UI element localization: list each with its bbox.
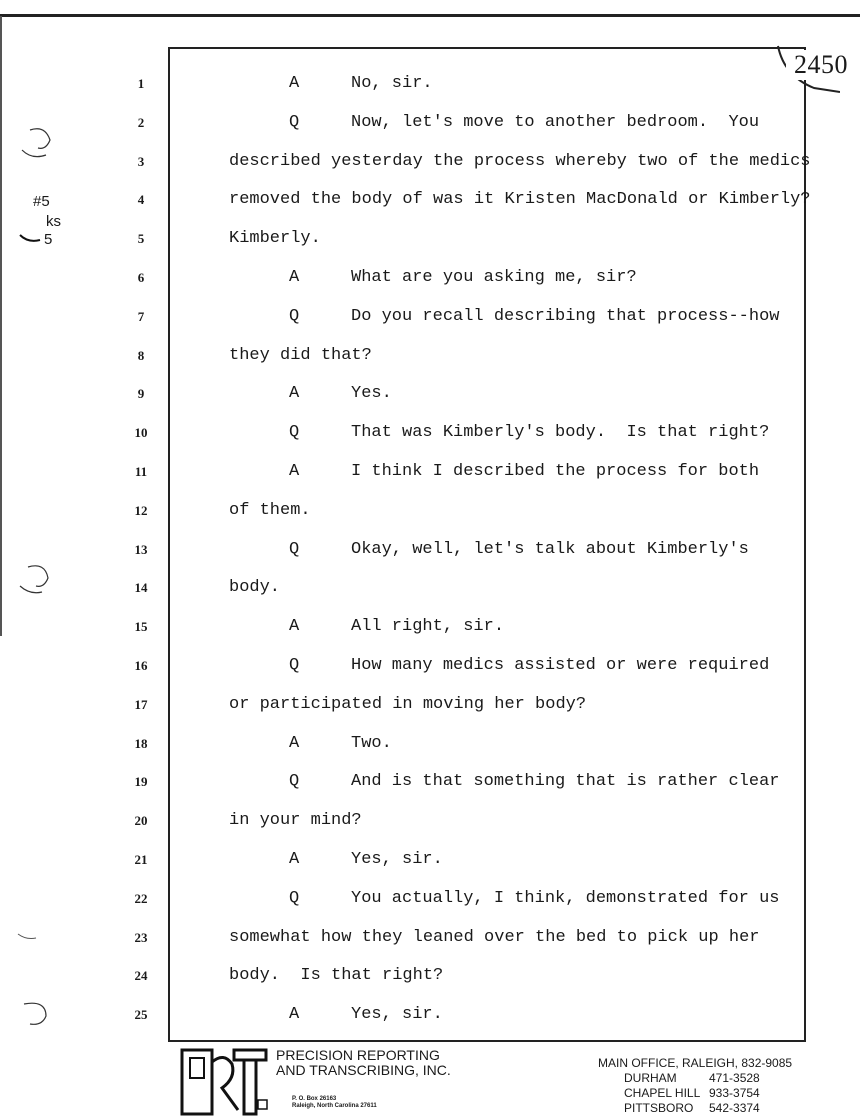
line-number: 9 xyxy=(137,386,145,402)
speaker-label: A xyxy=(289,850,300,869)
line-number: 23 xyxy=(134,929,148,945)
transcript-text: of them. xyxy=(229,500,311,520)
speaker-label: Q xyxy=(289,423,300,443)
line-number: 12 xyxy=(134,502,148,518)
office-phone: 542-3374 xyxy=(709,1101,760,1115)
office-phone: 471-3528 xyxy=(709,1071,760,1085)
firm-name-line1: PRECISION REPORTING xyxy=(276,1047,440,1063)
firm-name-line2: AND TRANSCRIBING, INC. xyxy=(276,1062,451,1078)
line-number: 14 xyxy=(134,580,148,596)
scribble-4 xyxy=(28,566,48,587)
speaker-label: A xyxy=(289,462,300,481)
line-number: 4 xyxy=(137,192,145,208)
transcript-text: Now, let's move to another bedroom. You xyxy=(351,112,760,132)
scribble-3 xyxy=(20,235,40,241)
scribble-1 xyxy=(30,129,50,149)
transcript-text: removed the body of was it Kristen MacDonald or Kimberly? xyxy=(229,190,811,210)
tape-number-note: #5 xyxy=(33,193,50,210)
line-number: 25 xyxy=(134,1007,148,1023)
top-rule xyxy=(0,14,860,17)
transcript-text: What are you asking me, sir? xyxy=(351,268,637,287)
scribble-5 xyxy=(20,586,42,593)
transcript-text: No, sir. xyxy=(351,74,433,93)
office-row xyxy=(598,1071,792,1086)
transcript-text: Okay, well, let's talk about Kimberly's xyxy=(351,539,749,559)
line-number: 5 xyxy=(137,231,145,247)
line-number: 21 xyxy=(134,852,148,867)
transcript-text: body. xyxy=(229,578,281,598)
transcript-text: they did that? xyxy=(229,345,372,365)
pt-logo xyxy=(178,1048,268,1116)
reporter-initials-note: ks xyxy=(46,213,61,230)
transcript-text: I think I described the process for both xyxy=(351,462,760,481)
transcript-text: You actually, I think, demonstrated for us xyxy=(351,888,780,908)
line-number: 11 xyxy=(134,464,148,479)
line-number: 24 xyxy=(134,968,148,984)
line-number: 18 xyxy=(134,735,148,751)
speaker-label: A xyxy=(289,1005,300,1025)
firm-address-line2: Raleigh, North Carolina 27611 xyxy=(292,1103,377,1109)
speaker-label: Q xyxy=(289,656,300,675)
speaker-label: Q xyxy=(289,888,300,908)
transcript-text: body. Is that right? xyxy=(229,966,444,986)
speaker-label: A xyxy=(289,74,300,93)
transcript-text: How many medics assisted or were required xyxy=(351,656,770,675)
line-number: 7 xyxy=(137,308,145,324)
transcript-text: Yes. xyxy=(351,384,392,404)
office-row xyxy=(598,1101,792,1116)
speaker-label: A xyxy=(289,268,300,287)
transcript-text: or participated in moving her body? xyxy=(229,694,587,714)
line-number: 16 xyxy=(134,658,148,673)
line-number: 8 xyxy=(137,347,145,363)
speaker-label: A xyxy=(289,384,300,404)
line-number: 2 xyxy=(137,114,145,130)
line-number: 13 xyxy=(134,541,148,557)
transcript-text: somewhat how they leaned over the bed to pick up her xyxy=(229,927,760,947)
scribble-7 xyxy=(24,1003,46,1024)
transcript-text: described yesterday the process whereby two of the medics xyxy=(229,151,811,171)
speaker-label: A xyxy=(289,733,300,753)
speaker-label: Q xyxy=(289,539,300,559)
line-number: 1 xyxy=(137,76,145,91)
sequence-note: 5 xyxy=(44,231,53,248)
office-city: DURHAM xyxy=(624,1071,677,1085)
office-row xyxy=(598,1086,792,1101)
line-number: 6 xyxy=(137,270,145,285)
line-number: 3 xyxy=(137,153,145,169)
speaker-label: Q xyxy=(289,112,300,132)
transcript-text: Yes, sir. xyxy=(351,1005,443,1025)
page-number: 2450 xyxy=(786,50,856,80)
office-city: PITTSBORO xyxy=(624,1101,694,1115)
transcript-text: All right, sir. xyxy=(351,617,505,637)
main-office: MAIN OFFICE, RALEIGH, 832-9085 xyxy=(598,1056,793,1070)
line-number: 15 xyxy=(134,619,148,635)
firm-address xyxy=(292,1096,377,1110)
transcript-text: Do you recall describing that process--how xyxy=(351,306,780,326)
speaker-label: A xyxy=(289,617,300,637)
line-number: 20 xyxy=(134,813,148,829)
firm-address-line1: P. O. Box 26163 xyxy=(292,1096,337,1102)
scribble-6 xyxy=(18,934,36,939)
office-city: CHAPEL HILL xyxy=(624,1086,701,1100)
transcript-text: Yes, sir. xyxy=(351,850,443,869)
firm-name xyxy=(276,1048,451,1078)
line-number: 19 xyxy=(134,774,148,790)
transcript-text: Kimberly. xyxy=(229,229,321,249)
transcript-text: That was Kimberly's body. Is that right? xyxy=(351,423,770,443)
scribble-2 xyxy=(22,150,46,157)
line-number: 10 xyxy=(134,425,148,441)
speaker-label: Q xyxy=(289,772,300,792)
transcript-text: Two. xyxy=(351,733,392,753)
speaker-label: Q xyxy=(289,306,300,326)
branch-offices xyxy=(598,1071,792,1116)
line-number: 17 xyxy=(134,696,148,712)
office-phone: 933-3754 xyxy=(709,1086,760,1100)
office-list xyxy=(598,1056,792,1116)
transcript-text: in your mind? xyxy=(229,811,362,831)
line-number: 22 xyxy=(134,890,148,906)
transcript-text: And is that something that is rather clear xyxy=(351,772,780,792)
margin-scribbles xyxy=(0,0,80,1040)
